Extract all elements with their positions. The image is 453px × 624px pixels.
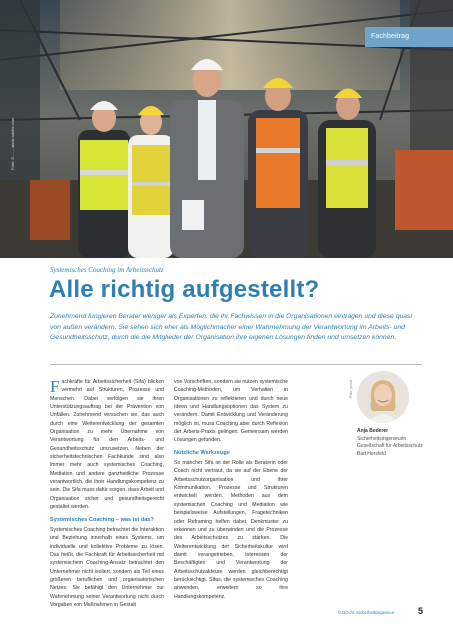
- column-1: [50, 378, 164, 609]
- column-1-paragraph-1: [50, 378, 164, 512]
- column-1-text-1: achkräfte für Arbeitssicherheit (Sifa) blicken vermehrt auf Strukturen, Prozesse und Menschen. Dabei verfolgen sie ihren Unterstützungsauftrag bei der Prävention von Unfällen. Zunehmend versuchen sie, das auch durch eine Weiterentwicklung der gesamten Organisation zu mehr Übernahme von Verantwortung für den Arbeits- und Gesundheitsschutz umzusetzen. Neben der sicherheitstechnischen Fachkunde sind also immer mehr auch systemisches Coaching, Mediation und andere ganzheitliche Prozesse verantwortlich, die ihrer Handlungskompetenz zu sein. Die Sifa muss dafür sorgen, dass Arbeit und Organisation sicher und gesundheitsgerecht gestaltet werden.: [50, 379, 164, 511]
- dropcap: F: [50, 377, 60, 396]
- author-name: Anja Bederer: [357, 428, 389, 434]
- column-1-subhead: Systemisches Coaching – was ist das?: [50, 516, 154, 523]
- intro-paragraph: Zunehmend fungieren Berater weniger als Experten, die ihr Fachwissen in die Organisationen eintragen und diese quasi von außen verändern. Sie sehen sich eher als Möglichmacher einer Wahrnehmung der Verantwortung im Arbeits- und Gesundheitsschutz, durch die die Mitglieder der Organisation ihre eigenen Lösungen finden und umsetzen können.: [50, 313, 412, 342]
- author-org: Gesellschaft für Arbeitsschutz: [357, 443, 423, 450]
- column-1-paragraph-2: Systemisches Coaching betrachtet die Interaktion und Beziehung innerhalb eines Systems, um individuelle und kollektive Probleme zu lösen. Das heißt, die Fachkraft für Arbeitssicherheit mit systemischem Coaching-Ansatz betrachtet den Unternehmer nicht isoliert, sondern als Teil eines größeren beruflichen und organisatorischen Netzes. Sie befähigt den Unternehmer zur Wahrnehmung seiner Verantwortung nicht durch Vorgaben von Maßnahmen in Gestalt: [50, 526, 164, 608]
- author-role: Sicherheitsingenieurin: [357, 435, 407, 442]
- divider: [50, 364, 422, 365]
- page-number: 5: [418, 606, 424, 616]
- section-tag: Fachbeitrag: [365, 27, 453, 47]
- kicker: Systemisches Coaching im Arbeitsschutz: [50, 266, 164, 274]
- headline: Alle richtig aufgestellt?: [49, 276, 320, 303]
- author-contact: Bad Hersfeld: [357, 450, 386, 457]
- footer-source: © DGUV, Sicherheitsingenieur: [338, 610, 395, 615]
- author-portrait-illustration: [357, 371, 409, 423]
- column-2-subhead: Nützliche Werkzeuge: [174, 449, 230, 456]
- photo-credit: Foto: © ... – stock.adobe.com: [10, 117, 15, 170]
- column-2-paragraph-1: von Vorschriften, sondern sie nutzen systemische Coaching-Methoden, um Verhalten in Organisationen zu reflektieren und durch neue Ideen und Handlungsoptionen das System zu verändern. Damit Entwicklung und Veränderung möglich ist, muss Coaching aber durch Reflexion der Arbeits-Praxis gelingen. Gemeinsam werden Lösungen gefunden.: [174, 379, 288, 444]
- column-2: [174, 378, 288, 601]
- column-2-paragraph-2: So mancher Sifa ist der Rolle als Beraterin oder Coach nicht vertraut, da sie auf der Ebene der Arbeitsschutzorganisation und ihrer Kommunikation, Prozesse und Strukturen entwickelt werden. Methoden aus dem systemischen Coaching und Mediation wie beispielsweise Aufstellungen, Fragetechniken oder Reframing helfen dabei, Denkmuster zu erkennen und zu überwinden und die Prozesse des Arbeitsschutzes zu stärken. Die Weiterentwicklung der Sicherheitskultur wird damit vorangetrieben, Interessen der Beschäftigten und Verantwortung der Arbeitsschutzakteure werden gleichberechtigt berücksichtigt. Sifas, die systemisches Coaching anwenden, erweitern so ihre Handlungskompetenz.: [174, 460, 288, 600]
- author-info: [357, 428, 427, 458]
- author-portrait: [357, 371, 409, 423]
- author-photo-credit: Foto: privat: [349, 380, 353, 398]
